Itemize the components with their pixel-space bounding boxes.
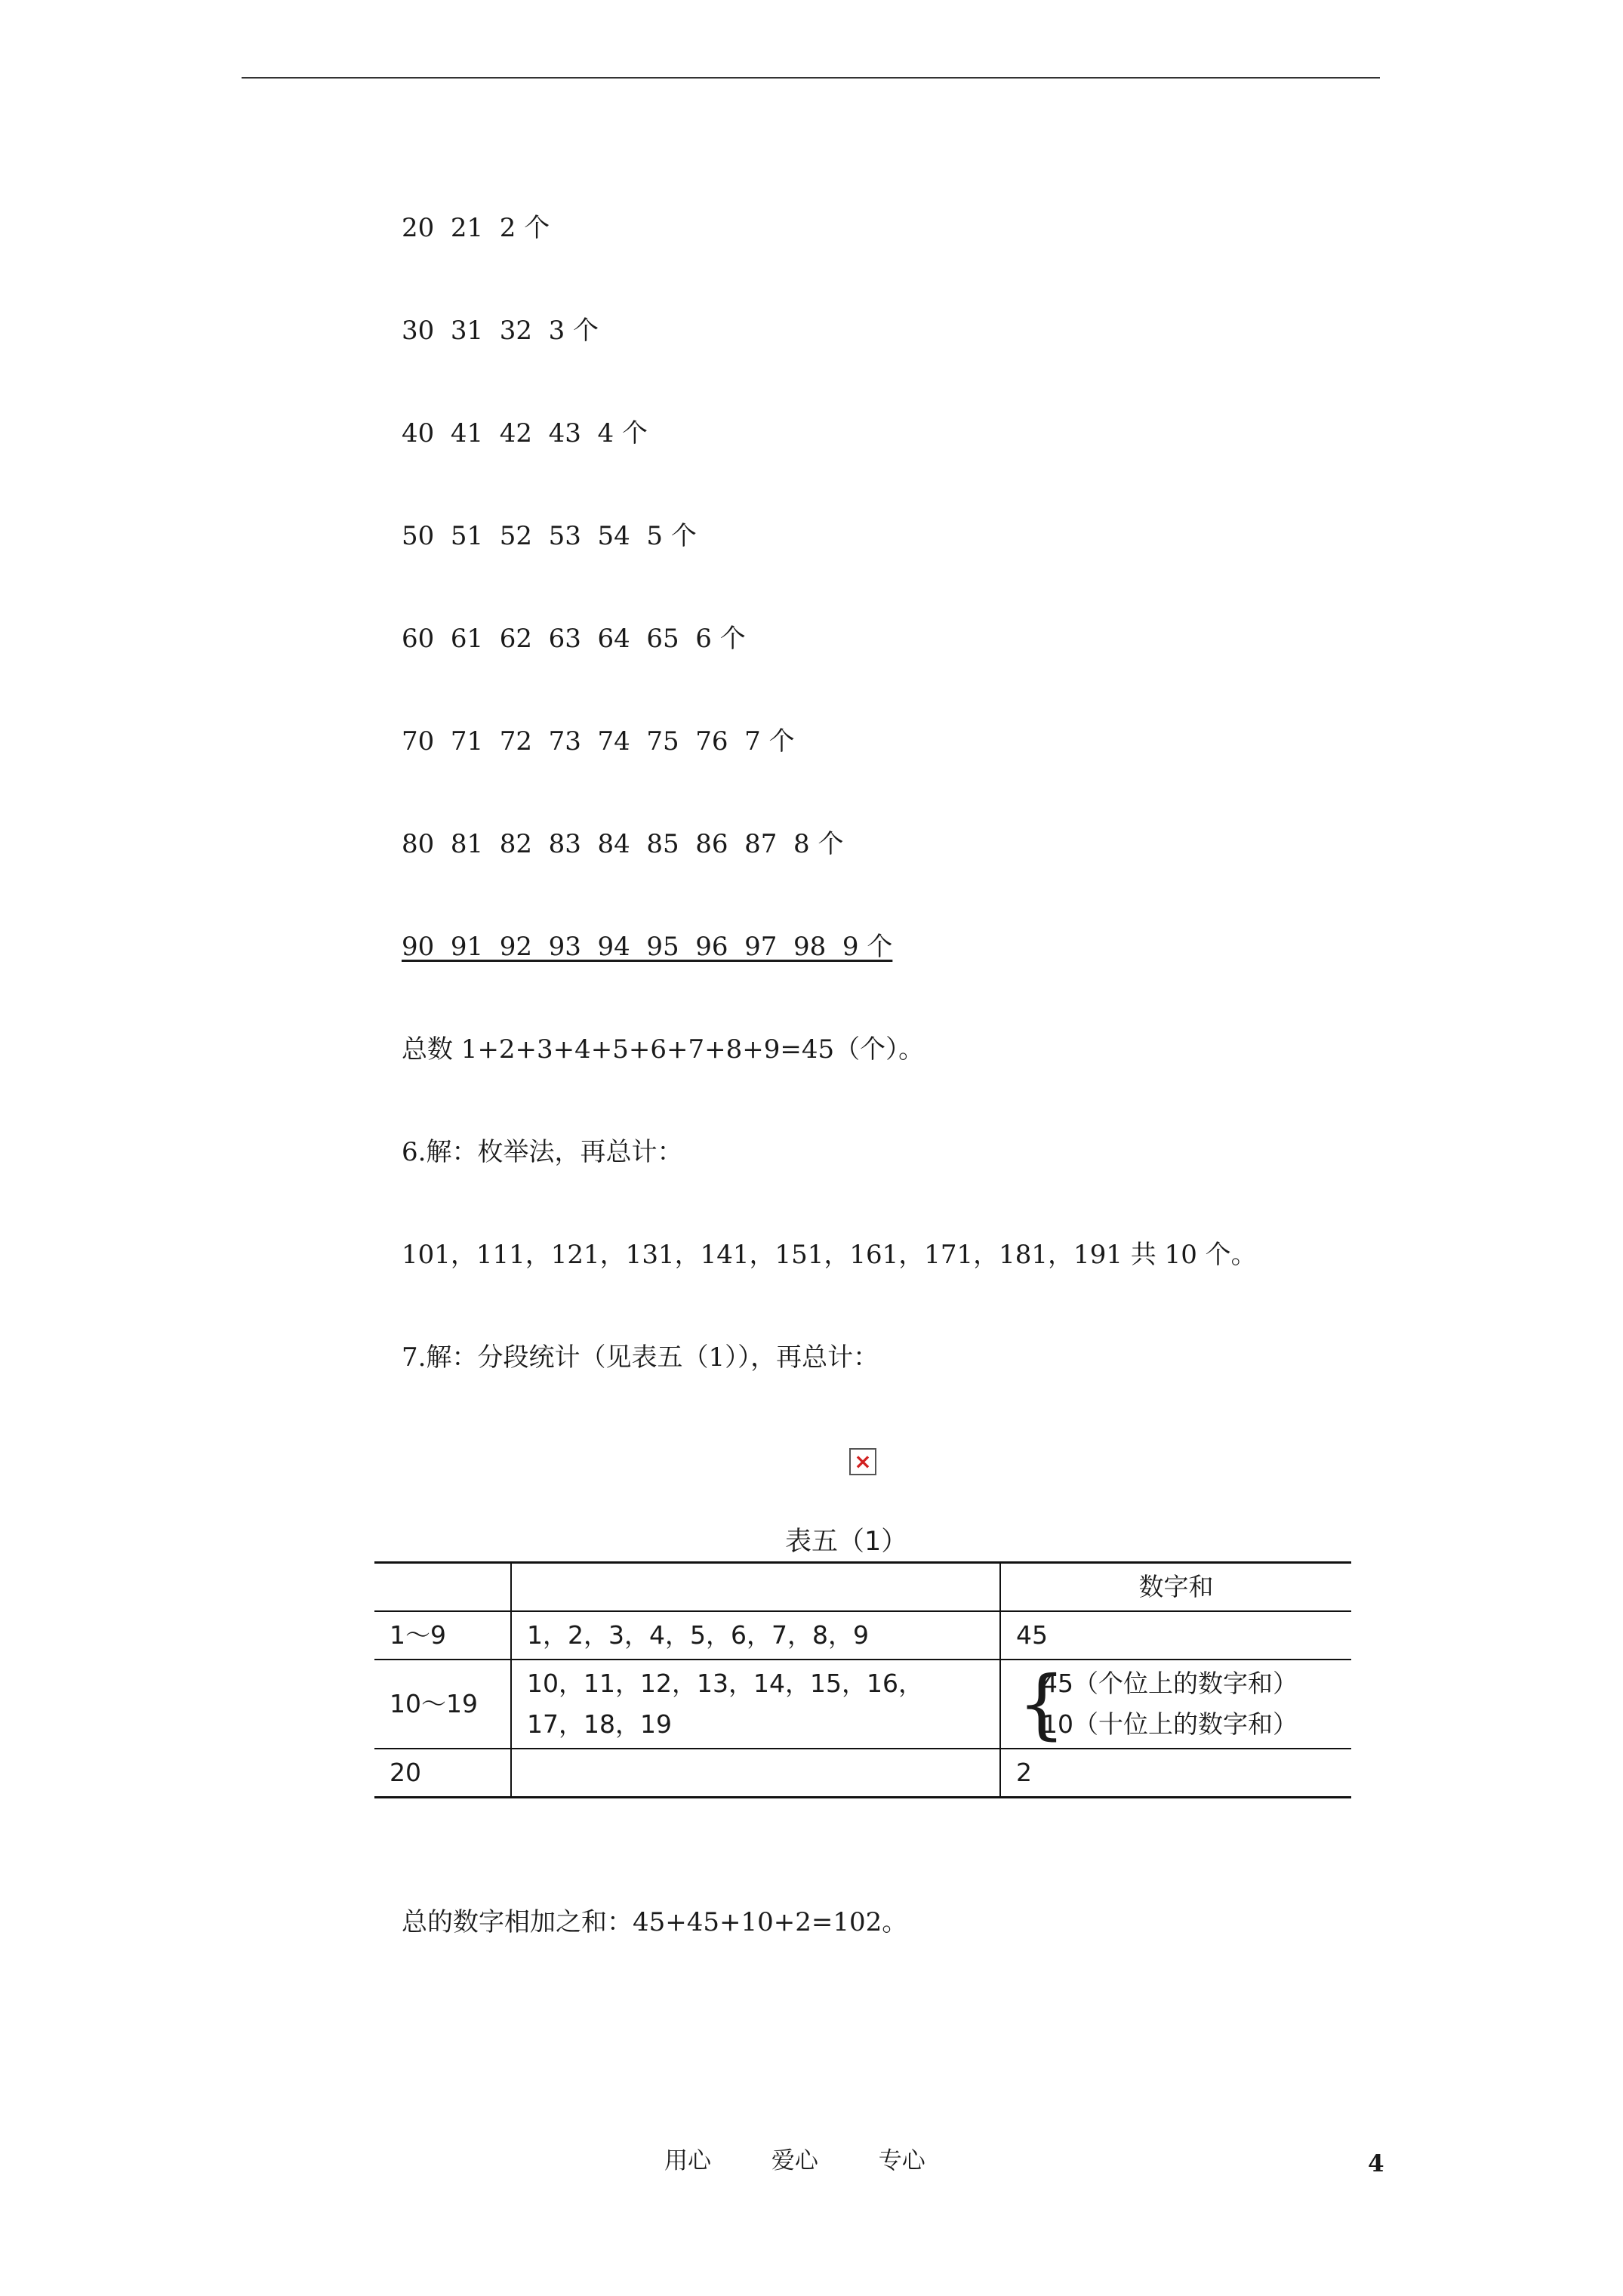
cell-range: 10～19 xyxy=(374,1660,511,1749)
broken-image-icon: × xyxy=(849,1448,876,1475)
final-sum-line: 总的数字相加之和：45+45+10+2=102。 xyxy=(402,1907,908,1937)
text-line-4: 50 51 52 53 54 5 个 xyxy=(402,521,697,551)
footer-item: 爱心 xyxy=(771,2147,818,2174)
solution-7-heading: 7.解：分段统计（见表五（1）），再总计： xyxy=(402,1342,879,1373)
cell-range: 1～9 xyxy=(374,1611,511,1660)
solution-6-list: 101，111，121，131，141，151，161，171，181，191 共 10 个。 xyxy=(402,1240,1257,1270)
solution-6-heading: 6.解：枚举法，再总计： xyxy=(402,1137,683,1167)
text-line-6: 70 71 72 73 74 75 76 7 个 xyxy=(402,726,795,757)
cell-sum: 45 xyxy=(1000,1611,1351,1660)
table-row xyxy=(374,1749,1351,1798)
brace-group xyxy=(1016,1660,1336,1748)
header-cell-sum: 数字和 xyxy=(1000,1563,1351,1612)
text-line-3: 40 41 42 43 4 个 xyxy=(402,418,648,448)
table-row xyxy=(374,1611,1351,1660)
footer-item: 用心 xyxy=(664,2147,711,2174)
footer xyxy=(664,2146,978,2176)
text-line-total: 总数 1+2+3+4+5+6+7+8+9=45（个）。 xyxy=(402,1034,925,1065)
cell-sum: 2 xyxy=(1000,1749,1351,1798)
cell-numbers-line-1: 10，11，12，13，14，15，16， xyxy=(527,1669,923,1698)
brace-icon: { xyxy=(1018,1660,1066,1748)
footer-item: 专心 xyxy=(878,2147,925,2174)
table-header-row xyxy=(374,1563,1351,1612)
cell-sum xyxy=(1000,1660,1351,1749)
page-number: 4 xyxy=(1368,2150,1384,2177)
cell-sum-line-1: 45（个位上的数字和） xyxy=(1042,1669,1298,1698)
cell-numbers: 1，2，3，4，5，6，7，8，9 xyxy=(511,1611,1000,1660)
cell-sum-line-2: 10（十位上的数字和） xyxy=(1042,1709,1298,1739)
digit-sum-table xyxy=(374,1561,1351,1798)
text-line-7: 80 81 82 83 84 85 86 87 8 个 xyxy=(402,829,844,859)
text-line-5: 60 61 62 63 64 65 6 个 xyxy=(402,624,746,654)
text-line-8: 90 91 92 93 94 95 96 97 98 9 个 xyxy=(402,932,893,962)
cell-numbers xyxy=(511,1749,1000,1798)
header-rule xyxy=(242,77,1380,79)
text-line-2: 30 31 32 3 个 xyxy=(402,316,599,346)
header-cell-range xyxy=(374,1563,511,1612)
header-cell-numbers xyxy=(511,1563,1000,1612)
table-row xyxy=(374,1660,1351,1749)
cell-range: 20 xyxy=(374,1749,511,1798)
text-line-1: 20 21 2 个 xyxy=(402,213,550,243)
table-caption: 表五（1） xyxy=(785,1527,908,1557)
cell-numbers-line-2: 17，18，19 xyxy=(527,1709,672,1739)
cell-numbers xyxy=(511,1660,1000,1749)
